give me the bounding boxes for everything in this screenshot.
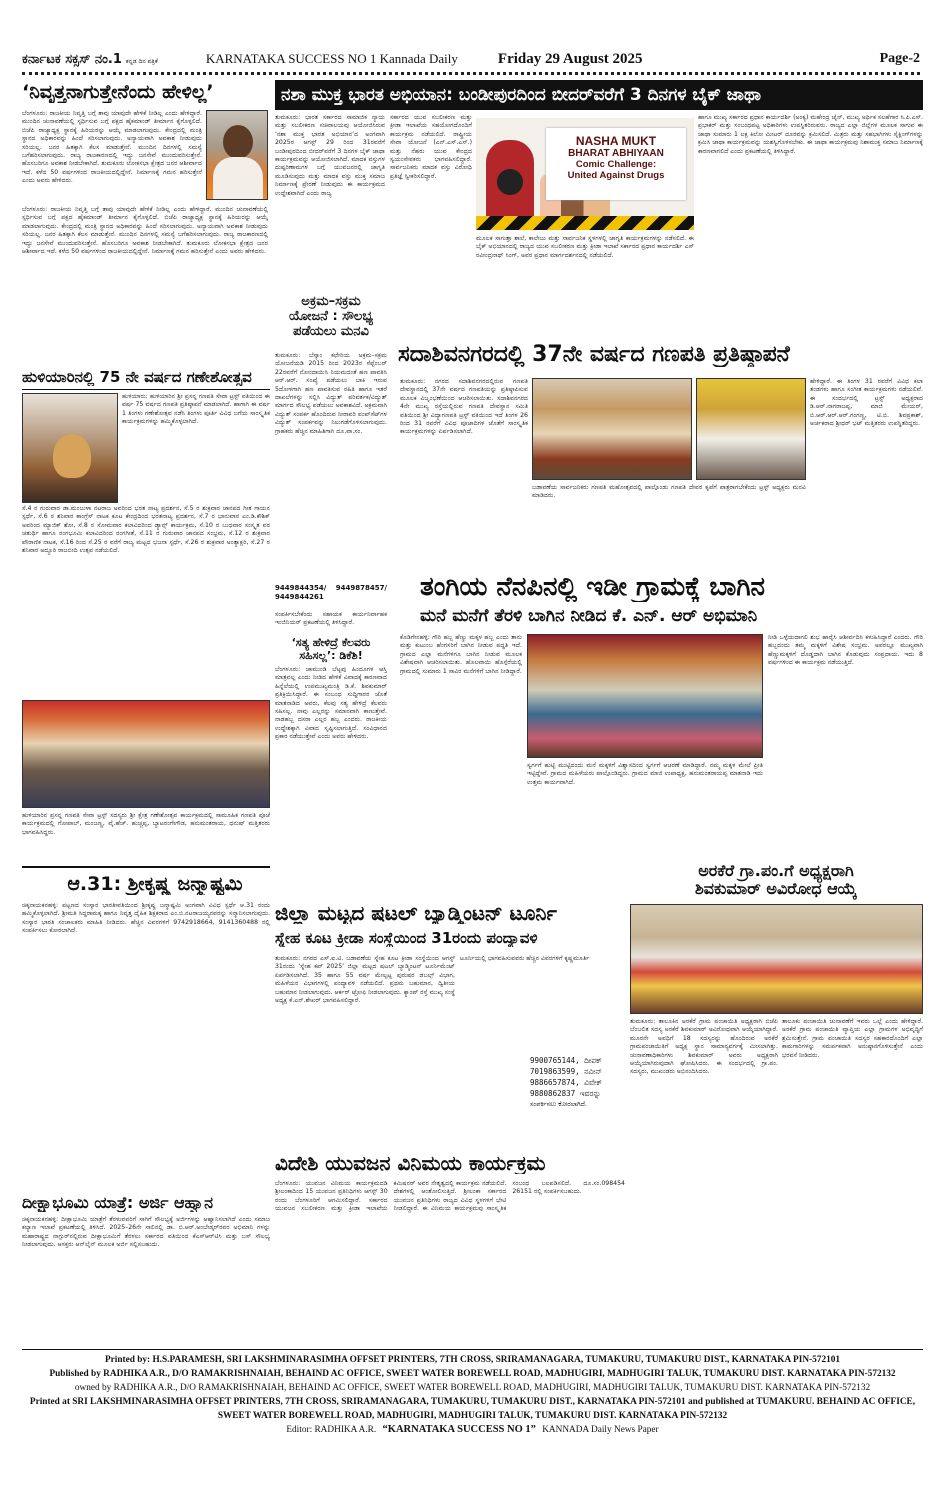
contact-line: 9900765144, ದೀಪಕ್ (530, 1056, 602, 1065)
printed-at: Printed at SRI LAKSHMINARASIMHA OFFSET PRINTERS, 7TH CROSS, SRIRAMANAGARA, TUMAKURU, TUMAKURU DIST., KARNATAKA PIN-572101 and published at TUMAKURU. BEHAIND AC OFFICE, SWEET WATER BOREWELL ROAD, MADHUGIRI, MADHUGIRI TALUK, TUMAKURU DIST. KARNATAKA PIN-572132 (29, 1397, 916, 1421)
photo-sadashivanagara-group (696, 378, 806, 480)
article-retirement-body: ಬೆಂಗಳೂರು: ರಾಜಕೀಯ ನಿವೃತ್ತಿ ಬಗ್ಗೆ ತಾವು ಯಾವುದೇ ಹೇಳಿಕೆ ನೀಡಿಲ್ಲ ಎಂದು ಹೇಳಿದ್ದಾರೆ. ಮುಂದಿನ ಚುನಾವಣೆಯಲ್ಲಿ ಸ್ಪರ್ಧಿಸುವ ಬಗ್ಗೆ ಪಕ್ಷದ ಹೈಕಮಾಂಡ್ ತೀರ್ಮಾನ ಕೈಗೊಳ್ಳಲಿದೆ. ಬಿಜೆಪಿ ರಾಜ್ಯಾಧ್ಯಕ್ಷ ಸ್ಥಾನಕ್ಕೆ ಹಿರಿಯರನ್ನು ಆಯ್ಕೆ ಮಾಡಲಾಗುವುದು. ಕೇಂದ್ರದಲ್ಲಿ ಮಂತ್ರಿ ಸ್ಥಾನದ ಅಧಿಕಾರವನ್ನು ಹಿಂದೆ ಸರಿಸಲಾಗುವುದು. ಅನ್ಯಾಯವಾಗಿ ಅವಕಾಶ ನೀಡುವುದು ಸರಿಯಲ್ಲ. ಜನರ ಹಿತಕ್ಕಾಗಿ ಕೆಲಸ ಮಾಡುತ್ತೇನೆ. ಮುಂದಿನ ದಿನಗಳಲ್ಲಿ ಸಮಸ್ಯೆ ಬಗೆಹರಿಸಲಾಗುವುದು. ರಾಜ್ಯ ರಾಜಕಾರಣದಲ್ಲಿ ಇದ್ದು ಜನಸೇವೆ ಮುಂದುವರಿಸುತ್ತೇನೆ. ಹೊಸಬರಿಗೂ ಅವಕಾಶ ನೀಡಬೇಕಾಗಿದೆ. ತುಮಕೂರು ಲೋಕಸಭಾ ಕ್ಷೇತ್ರದ ಜನರ ಆಶೀರ್ವಾದ ಇದೆ. ಕಳೆದ 50 ವರ್ಷಗಳಿಂದ ರಾಜಕೀಯದಲ್ಲಿದ್ದೇನೆ. ನಿರ್ಮಾಣಕ್ಕೆ ಗಮನ ಹರಿಸುತ್ತೇನೆ ಎಂದು ಅವರು ಹೇಳಿದರು. (22, 110, 202, 185)
poster-line: NASHA MUKT (575, 134, 657, 148)
contact-line: ಸಂಪರ್ಕಿಸಲು ಕೋರಲಾಗಿದೆ. (530, 1100, 587, 1108)
headline-nasha-mukt-banner: ನಶಾ ಮುಕ್ತ ಭಾರತ ಅಭಿಯಾನ: ಬಂಡೀಪುರದಿಂದ ಬೀದರ್‌ವರೆಗೆ 3 ದಿನಗಳ ಬೈಕ್ ಜಾಥಾ (275, 80, 923, 110)
article-badminton-body-right: ಟೂರ್ನಿಯಲ್ಲಿ ಭಾಗವಹಿಸುವವರು ಹೆಚ್ಚಿನ ವಿವರಗಳಿಗೆ ಕೃಷ್ಣಮೂರ್ತಿ (460, 955, 590, 962)
editor-label: Editor: RADHIKA A.R. (286, 1425, 377, 1435)
poster-line: Comic Challenge: (575, 159, 657, 170)
article-akrama-sakrama-phones: 9449844354/ 9449878457/ 9449844261 (275, 584, 387, 601)
headline-dkshi (275, 637, 387, 662)
headline-badminton-tourney: ಜಿಲ್ಲಾ ಮಟ್ಟದ ಷಟಲ್ ಬ್ಯಾಡ್ಮಿಂಟನ್ ಟೂರ್ನಿ (275, 902, 557, 924)
headline-line: ಅಕ್ರಮ–ಸಕ್ರಮ (301, 294, 361, 309)
headline-line: ಅರಕೆರೆ ಗ್ರಾ.ಪಂ.ಗೆ ಅಧ್ಯಕ್ಷರಾಗಿ (698, 861, 854, 880)
article-dkshi-body: ಬೆಂಗಳೂರು: ಚಾಮುಂಡಿ ಬೆಟ್ಟವು ಹಿಂದೂಗಳ ಆಸ್ತಿ ಮಾತ್ರವಲ್ಲ ಎಂದು ನೀಡಿದ ಹೇಳಿಕೆ ವಿವಾದಕ್ಕೆ ಕಾರಣವಾದ ಹಿನ್ನೆಲೆಯಲ್ಲಿ ಉಪಮುಖ್ಯಮಂತ್ರಿ ಡಿ.ಕೆ. ಶಿವಕುಮಾರ್ ಪ್ರತಿಕ್ರಿಯಿಸಿದ್ದಾರೆ. ಈ ಸಂಬಂಧ ಸುದ್ದಿಗಾರರ ಜೊತೆ ಮಾತನಾಡಿದ ಅವರು, ಕೆಲವು ಸತ್ಯ ಹೇಳಿದ್ರೆ ಕೆಲವರು ಸಹಿಸಲ್ಲ. ನಾವು ಎಲ್ಲರನ್ನು ಸಮಾನವಾಗಿ ಕಾಣುತ್ತೇವೆ. ನಾಡಹಬ್ಬ ದಸರಾ ಎಲ್ಲರ ಹಬ್ಬ ಎಂದರು. ರಾಜಕೀಯ ಉದ್ದೇಶಕ್ಕಾಗಿ ವಿವಾದ ಸೃಷ್ಟಿಸಲಾಗುತ್ತಿದೆ. ಸಂವಿಧಾನದ ಪ್ರಕಾರ ನಡೆಯುತ್ತೇವೆ ಎಂದು ಅವರು ಹೇಳಿದರು. (275, 666, 387, 741)
rule (22, 389, 270, 390)
contact-line: 9886657874, ವಿವೇಕ್ (530, 1078, 603, 1087)
issue-date: Friday 29 August 2025 (497, 50, 643, 67)
article-huliyar-body: ಸೆ.4 ರ ಗುರುವಾರ ಡಾ.ಮಂಜುಳಾ ನಟರಾಜ ಅವರಿಂದ ಭರತ ನಾಟ್ಯ ಪ್ರದರ್ಶನ, ಸೆ.5 ರ ಶುಕ್ರವಾರ ಜಾನಪದ ಗೀತ ಗಾಯನ ಸ್ಪರ್ಧೆ, ಸೆ.6 ರ ಶನಿವಾರ ಕಾಂಗ್ರೆಸ್ ನಾಟಕ ಕೂಟ ಕೇಂದ್ರದಿಂದ ಭರತನಾಟ್ಯ ಪ್ರದರ್ಶನ, ಸೆ.7 ರ ಭಾನುವಾರ ಎಂ.ಡಿ.ಕೌಶಿಕ್ ಅವರಿಂದ ಮ್ಯಾಜಿಕ್ ಶೋ, ಸೆ.8 ರ ಸೋಮವಾರ ಕಲಾವಿದರಿಂದ ಡ್ಯಾನ್ಸ್ ಕಾರ್ಯಕ್ರಮ, ಸೆ.10 ರ ಬುಧವಾರ ಸಂಸ್ಕೃತ ವರ ಚತುರ್ಥಿ ಹಾಗೂ ರಂಗಭೂಮಿ ಕಲಾವಿದರಿಂದ ರಂಗಗೀತೆ, ಸೆ.11 ರ ಗುರುವಾರ ಜಾನಪದ ಸಂಭ್ರಮ, ಸೆ.12 ರ ಶುಕ್ರವಾರ ಪೌರಾಣಿಕ ನಾಟಕ, ಸೆ.16 ರಿಂದ ಸೆ.25 ರ ವರೆಗೆ ರಾಜ್ಯ ಮಟ್ಟದ ಭಜನಾ ಸ್ಪರ್ಧೆ, ಸೆ.26 ರ ಶುಕ್ರವಾರ ಅಂತ್ಯಾಕ್ಷರಿ, ಸೆ.27 ರ ಶನಿವಾರ ಅದ್ದೂರಿ ರಾಜಬೀದಿ ಉತ್ಸವ ನಡೆಯಲಿದೆ. (22, 505, 270, 555)
page-number: Page-2 (879, 51, 920, 66)
headline-bagina: ತಂಗಿಯ ನೆನಪಿನಲ್ಲಿ ಇಡೀ ಗ್ರಾಮಕ್ಕೆ ಬಾಗಿನ (420, 573, 766, 602)
headline-krishna-janmashtami: ಆ.31: ಶ್ರೀಕೃಷ್ಣ ಜನ್ಮಾಷ್ಟಮಿ (67, 874, 243, 895)
hazard-tape (476, 216, 694, 230)
footer-divider (22, 1349, 923, 1350)
imprint-footer (20, 1353, 925, 1437)
headline-akrama-sakrama (275, 295, 387, 340)
editor-line (20, 1423, 925, 1437)
article-sadashivanagara-body-mid: ಬಡಾವಣೆಯ ಸಾರ್ವಜನಿಕರು ಗಣಪತಿ ಮಹೋತ್ಸವದಲ್ಲಿ ಪಾಲ್ಗೊಂಡು ಗಣಪತಿ ದೇವರ ಕೃಪೆಗೆ ಪಾತ್ರರಾಗಬೇಕೆಂದು ಟ್ರಸ್ಟ್ ಅಧ್ಯಕ್ಷರು ಮನವಿ ಮಾಡಿದರು. (532, 484, 806, 500)
rule (22, 866, 270, 868)
article-retirement-body-cont: ಬೆಂಗಳೂರು: ರಾಜಕೀಯ ನಿವೃತ್ತಿ ಬಗ್ಗೆ ತಾವು ಯಾವುದೇ ಹೇಳಿಕೆ ನೀಡಿಲ್ಲ ಎಂದು ಹೇಳಿದ್ದಾರೆ. ಮುಂದಿನ ಚುನಾವಣೆಯಲ್ಲಿ ಸ್ಪರ್ಧಿಸುವ ಬಗ್ಗೆ ಪಕ್ಷದ ಹೈಕಮಾಂಡ್ ತೀರ್ಮಾನ ಕೈಗೊಳ್ಳಲಿದೆ. ಬಿಜೆಪಿ ರಾಜ್ಯಾಧ್ಯಕ್ಷ ಸ್ಥಾನಕ್ಕೆ ಹಿರಿಯರನ್ನು ಆಯ್ಕೆ ಮಾಡಲಾಗುವುದು. ಕೇಂದ್ರದಲ್ಲಿ ಮಂತ್ರಿ ಸ್ಥಾನದ ಅಧಿಕಾರವನ್ನು ಹಿಂದೆ ಸರಿಸಲಾಗುವುದು. ಅನ್ಯಾಯವಾಗಿ ಅವಕಾಶ ನೀಡುವುದು ಸರಿಯಲ್ಲ. ಜನರ ಹಿತಕ್ಕಾಗಿ ಕೆಲಸ ಮಾಡುತ್ತೇನೆ. ಮುಂದಿನ ದಿನಗಳಲ್ಲಿ ಸಮಸ್ಯೆ ಬಗೆಹರಿಸಲಾಗುವುದು. ರಾಜ್ಯ ರಾಜಕಾರಣದಲ್ಲಿ ಇದ್ದು ಜನಸೇವೆ ಮುಂದುವರಿಸುತ್ತೇನೆ. ಹೊಸಬರಿಗೂ ಅವಕಾಶ ನೀಡಬೇಕಾಗಿದೆ. ತುಮಕೂರು ಲೋಕಸಭಾ ಕ್ಷೇತ್ರದ ಜನರ ಆಶೀರ್ವಾದ ಇದೆ. ಕಳೆದ 50 ವರ್ಷಗಳಿಂದ ರಾಜಕೀಯದಲ್ಲಿದ್ದೇನೆ. ನಿರ್ಮಾಣಕ್ಕೆ ಗಮನ ಹರಿಸುತ್ತೇನೆ ಎಂದು ಅವರು ಹೇಳಿದರು. (22, 206, 268, 256)
headline-huliyar-ganeshotsava: ಹುಳಿಯಾರಿನಲ್ಲಿ 75 ನೇ ವರ್ಷದ ಗಣೇಶೋತ್ಸವ (22, 369, 252, 386)
photo-caption-huliyar: ಹುಳಿಯಾರಿನ ಪ್ರಸನ್ನ ಗಣಪತಿ ಸೇವಾ ಟ್ರಸ್ಟ್ ಸದಸ್ಯರು ಶ್ರೀ ಕ್ಷೇತ್ರ ಗಣೇಶೋತ್ಸವ ಕಾರ್ಯಕ್ರಮದಲ್ಲಿ ಸಾಮೂಹಿಕ ಗಣಪತಿ ಪೂಜೆ ಕಾರ್ಯಕ್ರಮದಲ್ಲಿ ಗೋಪಾಲ್, ಮಂಜಣ್ಣ, ವೈ.ಹೆಚ್. ಹುಚ್ಚಪ್ಪ, ಬ್ಯಾಟರಂಗೇಗೌಡ, ಹನುಮಂತರಾಯ, ಧನುಷ್ ಮತ್ತಿತರರು ಭಾಗವಹಿಸಿದ್ದರು. (22, 812, 270, 836)
headline-sadashivanagara-ganapati: ಸದಾಶಿವನಗರದಲ್ಲಿ 37ನೇ ವರ್ಷದ ಗಣಪತಿ ಪ್ರತಿಷ್ಠಾಪನೆ (398, 343, 790, 367)
article-sadashivanagara-body-left: ತುಮಕೂರು: ನಗರದ ಸದಾಶಿವನಗರದಲ್ಲಿರುವ ಗಣಪತಿ ದೇವಸ್ಥಾನದಲ್ಲಿ 37ನೇ ವರ್ಷದ ಗಣಪತಿಯನ್ನು ಪ್ರತಿಷ್ಠಾಪಿಸುವ ಮೂಲಕ ವಿಜೃಂಭಣೆಯಿಂದ ಆಚರಿಸಲಾಯಿತು. ಸದಾಶಿವನಗರದ 4ನೇ ಮುಖ್ಯ ರಸ್ತೆಯಲ್ಲಿರುವ ಗಣಪತಿ ದೇವಸ್ಥಾನ ಸಮಿತಿ ವತಿಯಿಂದ ಶ್ರೀ ವಿದ್ಯಾಗಣಪತಿ ಟ್ರಸ್ಟ್ ವತಿಯಿಂದ ಇದೆ ತಿಂಗಳ 26 ರಿಂದ 31 ರವರೆಗೆ ವಿವಿಧ ಪೂಜಾದಿಗಳ ಜೊತೆಗೆ ಸಾಂಸ್ಕೃತಿಕ ಕಾರ್ಯಕ್ರಮಗಳನ್ನು ಏರ್ಪಡಿಸಲಾಗಿದೆ. (400, 378, 528, 436)
photo-arakere-felicitation (630, 904, 923, 1014)
contact-line: 9880862837 ಇವರನ್ನು (530, 1089, 601, 1098)
headline-line: ಪಡೆಯಲು ಮನವಿ (293, 323, 369, 339)
masthead (22, 48, 920, 70)
article-nasha-mukt-body-left: ತುಮಕೂರು: ಭಾರತ ಸರ್ಕಾರದ ಸಾಮಾಜಿಕ ನ್ಯಾಯ ಮತ್ತು ಸಬಲೀಕರಣ ಸಚಿವಾಲಯವು ಆಯೋಜಿಸಿರುವ ‘ನಶಾ ಮುಕ್ತ ಭಾರತ ಅಭಿಯಾನ’ದ ಅಂಗವಾಗಿ 2025ರ ಆಗಸ್ಟ್ 29 ರಿಂದ 31ರವರೆಗೆ ಬಂಡೀಪುರದಿಂದ ಬೀದರ್‌ವರೆಗೆ 3 ದಿನಗಳ ಬೈಕ್ ಜಾಥಾ ಕಾರ್ಯಕ್ರಮವನ್ನು ಆಯೋಜಿಸಲಾಗಿದೆ. ಮಾದಕ ವಸ್ತುಗಳ ದುಷ್ಪರಿಣಾಮಗಳ ಬಗ್ಗೆ ಯುವಜನರಲ್ಲಿ ಜಾಗೃತಿ ಮೂಡಿಸುವುದು ಮತ್ತು ಮಾದಕ ವಸ್ತು ಮುಕ್ತ ಸಮಾಜ ನಿರ್ಮಾಣಕ್ಕೆ ಪ್ರೇರಣೆ ನೀಡುವುದು ಈ ಕಾರ್ಯಕ್ರಮದ ಉದ್ದೇಶವಾಗಿದೆ ಎಂದು ರಾಜ್ಯ (275, 114, 385, 197)
photo-politician (206, 110, 268, 200)
paper-quote: “KARNATAKA SUCCESS NO 1” (382, 1424, 536, 1435)
article-sadashivanagara-body-right: ಹೇಳಿದ್ದಾರೆ. ಈ ತಿಂಗಳ 31 ರವರೆಗೆ ವಿವಿಧ ಕಲಾ ತಂಡಗಳು ಹಾಗೂ ಸಂಗೀತ ಕಾರ್ಯಕ್ರಮಗಳು ನಡೆಯಲಿವೆ. ಈ ಸಂದರ್ಭದಲ್ಲಿ ಟ್ರಸ್ಟ್ ಅಧ್ಯಕ್ಷರಾದ ಡಿ.ಆರ್.ನಾಗರಾಜಪ್ಪ, ಮಾಜಿ ಮೇಯರ್, ಬಿ.ಆರ್.ಆರ್.ಆರ್.ಗಂಗಣ್ಣ, ಟಿ.ಬಿ. ಶಿವಪ್ರಕಾಶ್, ಅರ್ಚಕರಾದ ಶ್ರೀಧರ್ ಭಟ್ ಮತ್ತಿತರರು ಉಪಸ್ಥಿತರಿದ್ದರು. (810, 378, 923, 428)
article-badminton-body: ತುಮಕೂರು: ನಗರದ ಎಸ್.ಐ.ಟಿ. ಬಡಾವಣೆಯ ಸ್ನೇಹ ಕೂಟ ಕ್ರೀಡಾ ಸಂಸ್ಥೆಯಿಂದ ಆಗಸ್ಟ್ 31ರಂದು ‘ಸ್ನೇಹ ಕಪ್ 2025’ ಜಿಲ್ಲಾ ಮಟ್ಟದ ಷಟಲ್ ಬ್ಯಾಡ್ಮಿಂಟನ್ ಟೂರ್ನಿಮೆಂಟ್ ಏರ್ಪಡಿಸಲಾಗಿದೆ. 35 ಹಾಗೂ 55 ವರ್ಷ ಮೇಲ್ಪಟ್ಟ ಪುರುಷರ ಡಬಲ್ಸ್ ವಿಭಾಗ, ಮಹಿಳೆಯರ ವಿಭಾಗಗಳಲ್ಲಿ ಪಂದ್ಯಾವಳಿ ನಡೆಯಲಿದೆ. ಪ್ರಥಮ ಬಹುಮಾನ, ದ್ವಿತೀಯ ಬಹುಮಾನ ನೀಡಲಾಗುವುದು. ಆರ್ಕರ್ ಟ್ರೋಫಿ ನೀಡಲಾಗುವುದು. ಕ್ಯಾಂಪ್ ರಸ್ತೆ ಮುಖ್ಯ ಸಂಸ್ಥೆ ಅಧ್ಯಕ್ಷ ಕೆ.ಎನ್.ಶೇಖರ್ ಭಾಗವಹಿಸಲಿದ್ದಾರೆ. (275, 955, 455, 1005)
subheadline-badminton-tourney: ಸ್ನೇಹ ಕೂಟ ಕ್ರೀಡಾ ಸಂಸ್ಥೆಯಿಂದ 31ರಂದು ಪಂದ್ಯಾವಳಿ (275, 930, 538, 947)
article-nasha-mukt-body-right: ಹಾಗೂ ಮುಖ್ಯ ಸರ್ಕಾರದ ಪ್ರಧಾನ ಕಾರ್ಯದರ್ಶಿ (ಅಂಕ್ಯ) ಮಹೇಂದ್ರ ಜೈನ್, ಮುಖ್ಯ ಅರ್ಥಿಕ ಸಲಹೆಗಾರ ಸಿ.ಪಿ.ಎಸ್. ಪ್ರಭಾಕರ್ ಮತ್ತು ಸಂಬಂಧಪಟ್ಟ ಅಧಿಕಾರಿಗಳು ಉಪಸ್ಥಿತರಿರುವರು. ರಾಜ್ಯದ ಎಲ್ಲಾ ಜಿಲ್ಲೆಗಳ ಮೂಲಕ ಸಾಗುವ ಈ ಜಾಥಾ ಸುಮಾರು 1 ಲಕ್ಷ ಕಿಲೋ ಮೀಟರ್ ದೂರವನ್ನು ಕ್ರಮಿಸಲಿದೆ. ಮಿತ್ರರು ಮತ್ತು ಸಹಭಾಗಿಗಳು ಸೈಕ್ಲಿಂಗ್‌ಗಳನ್ನು ಕ್ರಮಿಸಿ ಜಾಥಾ ಕಾರ್ಯಕ್ರಮವನ್ನು ಯಶಸ್ವಿಗೊಳಿಸಬೇಕು. ಈ ಜಾಥಾ ಕಾರ್ಯಕ್ರಮವು ನಿಶಾಮುಕ್ತ ಸಮಾಜ ನಿರ್ಮಾಣಕ್ಕೆ ಕಾರಣವಾಗಲಿದೆ ಎಂದು ಪ್ರಕಟಣೆಯಲ್ಲಿ ತಿಳಿಸಿದ್ದಾರೆ. (698, 114, 923, 155)
headline-arakere-panchayat (628, 862, 924, 899)
headline-youth-exchange: ವಿದೇಶಿ ಯುವಜನ ವಿನಿಮಯ ಕಾರ್ಯಕ್ರಮ (275, 1152, 546, 1174)
photo-sadashivanagara-puja (532, 378, 692, 480)
no-drugs-icon (494, 166, 526, 198)
headline-deekshabhoomi: ದೀಕ್ಷಾಭೂಮಿ ಯಾತ್ರೆ: ಅರ್ಜಿ ಆಹ್ವಾನ (22, 1194, 214, 1212)
printed-by: Printed by: H.S.PARAMESH, SRI LAKSHMINARASIMHA OFFSET PRINTERS, 7TH CROSS, SRIRAMANAGARA, TUMAKURU, TUMAKURU DIST., KARNATAKA PIN-572101 (104, 1355, 841, 1365)
article-nasha-mukt-body-below-image: ಮೂಲಕ ಸಾಗುತ್ತಾ ಶಾಲೆ, ಕಾಲೇಜು ಮತ್ತು ಸಾರ್ವಜನಿಕ ಸ್ಥಳಗಳಲ್ಲಿ ಜಾಗೃತಿ ಕಾರ್ಯಕ್ರಮಗಳನ್ನು ನಡೆಸಲಿದೆ. ಈ ಬೈಕ್ ಅಭಿಯಾನದಲ್ಲಿ ರಾಜ್ಯದ ಯುವ ಸಬಲೀಕರಣ ಮತ್ತು ಕ್ರೀಡಾ ಇಲಾಖೆ ಸರ್ಕಾರದ ಪ್ರಧಾನ ಕಾರ್ಯದರ್ಶಿ ಎಸ್ ರವೀಂದ್ರನಾಥ್ ಸಿಂಗ್, ಅವರ ಪ್ರಧಾನ ಮಾರ್ಗದರ್ಶನದಲ್ಲಿ ನಡೆಯಲಿದೆ. (476, 235, 694, 259)
article-nasha-mukt-body-mid: ಸರ್ಕಾರದ ಯುವ ಸಬಲೀಕರಣ ಮತ್ತು ಕ್ರೀಡಾ ಇಲಾಖೆಯ ಸಹಯೋಗದೊಂದಿಗೆ ಕಾರ್ಯಕ್ರಮ ನಡೆಯಲಿದೆ. ರಾಷ್ಟ್ರೀಯ ಸೇವಾ ಯೋಜನೆ (ಎನ್.ಎಸ್.ಎಸ್.) ಮತ್ತು ನೆಹರು ಯುವ ಕೇಂದ್ರದ ಸ್ವಯಂಸೇವಕರು ಭಾಗವಹಿಸಲಿದ್ದಾರೆ. ಸಾರ್ವಜನಿಕರು ಮಾದಕ ವಸ್ತು ವಿರೋಧಿ ಪ್ರತಿಜ್ಞೆ ಸ್ವೀಕರಿಸಲಿದ್ದಾರೆ. (390, 114, 472, 180)
badminton-contacts (530, 1055, 625, 1110)
published-by: Published by RADHIKA A.R., D/O RAMAKRISHNAIAH, BEHAIND AC OFFICE, SWEET WATER BOREWELL ROAD, MADHUGIRI, MADHUGIRI TALUK, TUMAKURU DIST. KARNATAKA PIN-572132 (49, 1369, 896, 1379)
article-arakere-body-right: ತಾಲೂಕು ಪಂಚಾಯಿತಿ ಚುನಾವಣೆಗೆ ಇವರು ಒಲ್ಲೆ ಎಂದು ಹೇಳಿದ್ದಾರೆ. ಅರಕೆರೆ ಗ್ರಾಮ ಪಂಚಾಯಿತಿ ವ್ಯಾಪ್ತಿಯ ಎಲ್ಲಾ ಗ್ರಾಮಗಳ ಅಭಿವೃದ್ಧಿಗೆ ಶ್ರಮಿಸುತ್ತೇನೆ. ಗ್ರಾಮ ಪಂಚಾಯಿತಿ ಸದಸ್ಯರ ಸಹಕಾರದೊಂದಿಗೆ ಎಲ್ಲಾ ಕಾಮಗಾರಿಗಳನ್ನು ಸಮರ್ಪಕವಾಗಿ ಅನುಷ್ಠಾನಗೊಳಿಸುತ್ತೇನೆ ಎಂದು ಭರವಸೆ ನೀಡಿದರು. (782, 1018, 923, 1059)
paper-name-english: KARNATAKA SUCCESS NO 1 Kannada Daily (205, 51, 458, 66)
masthead-divider (22, 72, 920, 75)
poster-line: United Against Drugs (567, 170, 665, 181)
image-nasha-mukt-poster (476, 118, 694, 230)
article-janmashtami-body: ಚಿಕ್ಕನಾಯಕನಹಳ್ಳಿ: ಪಟ್ಟಣದ ಸಂಸ್ಕಾರ ಭಾರತೀವತಿಯಿಂದ ಶ್ರೀಕೃಷ್ಣ ಜನ್ಮಾಷ್ಟಮಿ ಅಂಗವಾಗಿ ವಿವಿಧ ಸ್ಪರ್ಧೆ ಆ.31 ರಂದು ಹಮ್ಮಿಕೊಳ್ಳಲಾಗಿದೆ. ಶ್ರೀಮತಿ ಸಿದ್ಧರಾಮಕ್ಕ ಹಾಗೂ ನಿವೃತ್ತ ದೈಹಿಕ ಶಿಕ್ಷಕರಾದ ಎಂ.ಬಿ.ನಟರಾಜಯ್ಯನವರನ್ನು ಸನ್ಮಾನಿಸಲಾಗುವುದು. ಸಂಸ್ಕಾರ ಭಾರತಿ ಸಂಚಾಲಕರು ಮಾಹಿತಿ ನೀಡಿದರು. ಹೆಚ್ಚಿನ ವಿವರಗಳಿಗೆ 9742918664, 9141360488 ರಲ್ಲಿ ಸಂಪರ್ಕಿಸಲು ಕೋರಲಾಗಿದೆ. (22, 902, 270, 935)
article-deekshabhoomi-body: ಚಿಕ್ಕನಾಯಕನಹಳ್ಳಿ: ದೀಕ್ಷಾಭೂಮಿ ಯಾತ್ರೆಗೆ ತೆರಳುವವರಿಗೆ ಸಾಗಿಗೆ ಸೌಲಭ್ಯಕ್ಕೆ ಅರ್ಜಿಗಳನ್ನು ಆಹ್ವಾನಿಸಲಾಗಿದೆ ಎಂದು ಸಮಾಜ ಕಲ್ಯಾಣ ಇಲಾಖೆ ಪ್ರಕಟಣೆಯಲ್ಲಿ ತಿಳಿಸಿದೆ. 2025–26ನೇ ಸಾಲಿನಲ್ಲಿ ಡಾ. ಬಿ.ಆರ್.ಅಂಬೇಡ್ಕರ್‌ರವರ ಅಭಿಮಾನಿ ಗಳನ್ನು ಮಹಾರಾಷ್ಟ್ರದ ನಾಗ್ಪುರ್‌ನಲ್ಲಿರುವ ದೀಕ್ಷಾಭೂಮಿಗೆ ತೆರಳಲು ಸರ್ಕಾರದ ವತಿಯಿಂದ ಕೆಎಸ್‌ಆರ್‌ಟಿಸಿ ಮತ್ತು ಬಸ್ ಸೌಲಭ್ಯ ನೀಡಲಾಗುವುದು. ಆಸಕ್ತರು ಆನ್‌ಲೈನ್ ಮೂಲಕ ಅರ್ಜಿ ಸಲ್ಲಿಸಬಹುದು. (22, 1216, 270, 1249)
article-huliyar-body-top: ಹುಳಿಯಾರು: ಹುಳಿಯಾರಿನ ಶ್ರೀ ಪ್ರಸನ್ನ ಗಣಪತಿ ಸೇವಾ ಟ್ರಸ್ಟ್ ವತಿಯಿಂದ ಈ ವರ್ಷ 75 ವರ್ಷದ ಗಣಪತಿ ಪ್ರತಿಷ್ಠಾಪನೆ ಮಾಡಲಾಗಿದೆ. ಹಾಗಾಗಿ ಈ ವರ್ಷ 1 ತಿಂಗಳು ಗಣೇಶೋತ್ಸವ ನಡೆಸಿ ತಿಂಗಳು ಪೂರ್ತಿ ವಿವಿಧ ಬಗೆಯ ಸಾಂಸ್ಕೃತಿಕ ಕಾರ್ಯಕ್ರಮಗಳನ್ನು ಹಮ್ಮಿಕೊಳ್ಳಲಾಗಿದೆ. (122, 393, 270, 426)
paper-name-kannada: ಕರ್ನಾಟಕ ಸಕ್ಸಸ್ ನಂ.1 ಕನ್ನಡ ದಿನ ಪತ್ರಿಕೆ (22, 51, 158, 67)
subheadline-bagina: ಮನೆ ಮನೆಗೆ ತೆರಳಿ ಬಾಗಿನ ನೀಡಿದ ಕೆ. ಎನ್. ಆರ್ ಅಭಿಮಾನಿ (420, 607, 758, 626)
article-bagina-body-right: ನೀಡಿ ಒಳ್ಳೆಯದಾಗಲಿ ಶುಭ ಹಾರೈಸಿ ಆಶೀರ್ವದಿಸಿ ಕಳುಹಿಸಿದ್ದಾರೆ ಎಂದರು. ಗೌರಿ ಹಬ್ಬದಂದು ತಮ್ಮ ಮಕ್ಕಳಿಗೆ ವಿಶೇಷ ಸಂಭ್ರಮ. ಅವರಲ್ಲೂ ಮುಖ್ಯವಾಗಿ ಹೆಣ್ಣುಮಕ್ಕಳಿಗೆ ದೊಡ್ಡದಾಗಿ ಬಾಗಿನ ಕೊಡುವುದು ಸಂಪ್ರದಾಯ. ಇದು 8 ವರ್ಷಗಳಿಂದ ಈ ಕಾರ್ಯಕ್ರಮ ನಡೆಯುತ್ತಿದೆ. (768, 634, 923, 667)
poster-line: BHARAT ABHIYAAN (568, 148, 664, 159)
article-youth-exchange-body: ಬೆಂಗಳೂರು: ಯುವಜನ ವಿನಿಮಯ ಕಾರ್ಯಕ್ರಮದಡಿ ಶ್ರೀಲಂಕಾದಿಂದ 15 ಯುವಜನ ಪ್ರತಿನಿಧಿಗಳು ಆಗಸ್ಟ್ 30 ರಂದು ಬೆಂಗಳೂರಿಗೆ ಆಗಮಿಸಲಿದ್ದಾರೆ. ಸರ್ಕಾರದ ಯುವಜನ ಸಬಲೀಕರಣ ಮತ್ತು ಕ್ರೀಡಾ ಇಲಾಖೆಯ ಕಮಿಷನರ್ ಅವರ ನೇತೃತ್ವದಲ್ಲಿ ಕಾರ್ಯಕ್ರಮ ನಡೆಯಲಿದೆ. ದೇಶಗಳಲ್ಲಿ ಆಂತೋಲಿಸುತ್ತಿದೆ. ಶ್ರೀಲಂಕಾ ಸರ್ಕಾರದ ಯುವಜನ ಪ್ರತಿನಿಧಿಗಳು ರಾಜ್ಯದ ವಿವಿಧ ಸ್ಥಳಗಳಿಗೆ ಭೇಟಿ ನೀಡಲಿದ್ದಾರೆ. ಈ ವಿನಿಮಯ ಕಾರ್ಯಕ್ರಮವು ಸಾಂಸ್ಕೃತಿಕ ಸಂಬಂಧ ಬಲಪಡಿಸಲಿದೆ. ದೂ.ಸಂ.098454 26151 ರಲ್ಲಿ ಸಂಪರ್ಕಿಸಬಹುದು. (275, 1180, 625, 1213)
article-arakere-body: ತುಮಕೂರು: ತಾಲೂಕಿನ ಅರಕೆರೆ ಗ್ರಾಮ ಪಂಚಾಯಿತಿ ಅಧ್ಯಕ್ಷರಾಗಿ ಬಿಜೆಪಿ ಬೆಂಬಲಿತ ಸದಸ್ಯ ಅರಕೆರೆ ಶಿವಕುಮಾರ್ ಅವಿರೋಧವಾಗಿ ಆಯ್ಕೆಯಾಗಿದ್ದಾರೆ. ಮೂರನೇ ಅವಧಿಗೆ 18 ಸದಸ್ಯರನ್ನು ಹೊಂದಿರುವ ಅರಕೆರೆ ಗ್ರಾಮಪಂಚಾಯಿತಿಗೆ ಅಧ್ಯಕ್ಷ ಸ್ಥಾನ ಸಾಮಾನ್ಯವರ್ಗಕ್ಕೆ ಮೀಸಲಾಗಿತ್ತು. ಚುನಾವಣಾಧಿಕಾರಿಗಳು ಶಿವಕುಮಾರ್ ಅವರು ಅಧ್ಯಕ್ಷರಾಗಿ ಆಯ್ಕೆಯಾಗಿರುವುದಾಗಿ ಘೋಷಿಸಿದರು. ಈ ಸಂದರ್ಭದಲ್ಲಿ ಗ್ರಾ.ಪಂ. ಸದಸ್ಯರು, ಮುಖಂಡರು ಅಭಿನಂದಿಸಿದರು. (630, 1018, 778, 1076)
article-bagina-body-mid: ಸ್ವರ್ಗಗೆ ಹುಟ್ಟಿ ಮುಟ್ಟಿದಂದು ಮನೆ ಮಕ್ಕಳಿಗೆ ವಿಶ್ವಾಸದಿಂದ ಸ್ವರ್ಗಗೆ ಆಚರಣೆ ಮಾಡಿದ್ದಾರೆ. ನಮ್ಮ ಮಕ್ಕಳ ಮೇಲೆ ಪ್ರೀತಿ ಇಟ್ಟಿದ್ದೇವೆ. ಗ್ರಾಮದ ಮಹಿಳೆಯರು ಪಾಲ್ಗೊಂಡಿದ್ದರು. ಗ್ರಾಮದ ಮಾಜಿ ಉಪಾಧ್ಯಕ್ಷ, ಹನುಮಂತರಾಯಪ್ಪ ಮಾತನಾಡಿ ಇದು ಉತ್ತಮ ಕಾರ್ಯವಾಗಿದೆ. (527, 762, 763, 786)
photo-huliyar-gathering (22, 700, 270, 808)
headline-line: ಯೋಜನೆ : ಸೌಲಭ್ಯ (288, 308, 374, 324)
owned-by: owned by RADHIKA A.R., D/O RAMAKRISHNAIAH, BEHAIND AC OFFICE, SWEET WATER BOREWELL ROAD, MADHUGIRI, MADHUGIRI TALUK, TUMAKURU DIST. KARNATAKA PIN-572132 (74, 1383, 871, 1393)
headline-retirement: ‘ನಿವೃತ್ತನಾಗುತ್ತೇನೆಂದು ಹೇಳಿಲ್ಲ’ (22, 82, 214, 103)
article-akrama-sakrama-body: ತುಮಕೂರು: ಬೆಸ್ಕಾಂ ಕಛೇರಿಯ ಅಕ್ರಮ–ಸಕ್ರಮ ಯೋಜನೆಯಡಿ 2015 ರಿಂದ 2023ರ ಸೆಪ್ಟೆಂಬರ್ 22ರವರೆಗೆ ನೋಂದಾಯಿಸಿ ನಿಯಮದಂತೆ ಹಣ ಪಾವತಿಸಿ ಆರ್.ಆರ್. ಸಂಖ್ಯೆ ಪಡೆಯಲು ಬಾಕಿ ಇರುವ 5ದೋಳಗಾಗಿ ಹಣ ಪಾವತಿಸುವ ರಹಿತಿ ಹಾಗೂ ಇತರೆ ದಾಖಲೆಗಳನ್ನು ಸಲ್ಲಿಸಿ ವಿದ್ಯುತ್ ಪರಿವರ್ತಕ/ವಿದ್ಯುತ್ ಮಾರ್ಗದ ಸೌಲಭ್ಯ ಪಡೆಯಲು ಅವಕಾಶವಿದೆ. ಅಕ್ರಮವಾಗಿ ವಿದ್ಯುತ್ ಸಂಪರ್ಕ ಹೊಂದಿರುವ ನೀರಾವರಿ ಪಂಪ್‌ಸೆಟ್‌ಗಳ ವಿದ್ಯುತ್ ಸಂಪರ್ಕವನ್ನು ನಿಲುಗಡೆಗೊಳಿಸಲಾಗುವುದು. ಗ್ರಾಹಕರು ಹೆಚ್ಚಿನ ಮಾಹಿತಿಗಾಗಿ ದೂ.ವಾ.ಸಂ. (275, 352, 387, 435)
headline-line: ಸಹಿಸಲ್ಲ’: ಡಿಕೆಶಿ! (299, 648, 363, 662)
photo-bagina-women (527, 634, 763, 758)
headline-line: ಶಿವಕುಮಾರ್ ಅವಿರೋಧ ಆಯ್ಕೆ (695, 879, 857, 899)
paper-kind: KANNADA Daily News Paper (542, 1425, 659, 1435)
article-bagina-body-left: ಕೊಡಿಗೇನಹಳ್ಳಿ: ಗೌರಿ ಹಬ್ಬ ಹೆಣ್ಣು ಮಕ್ಕಳ ಹಬ್ಬ ಎಂದು ತಾನು ಮತ್ತು ಕುಟುಂಬ ಹೆಂಗಸರಿಗೆ ಬಾಗಿನ ನೀಡುವ ಪದ್ಧತಿ ಇದೆ. ಗ್ರಾಮದ ಎಲ್ಲಾ ಮನೆಗಳಿಗೂ ಬಾಗಿನ ನೀಡುವ ಮೂಲಕ ವಿಶೇಷವಾಗಿ ಆಚರಿಸಲಾಯಿತು. ಹೊಲವಾಯಿ ಹೊಸ್ಗೆರೆಯಲ್ಲಿ ಗ್ರಾಮದಲ್ಲಿ ಸುಮಾರು 1 ಸಾವಿರ ಮನೆಗಳಿಗೆ ಬಾಗಿನ ನೀಡಿದ್ದಾರೆ. (400, 634, 522, 675)
article-akrama-sakrama-body-end: ಸಂಪರ್ಕಿಸಬೇಕೆಂದು ಸಹಾಯಕ ಕಾರ್ಯನಿರ್ವಾಹಕ ಇಂಜಿನಿಯರ್ ಪ್ರಕಟಣೆಯಲ್ಲಿ ತಿಳಿಸಿದ್ದಾರೆ. (275, 611, 387, 627)
contact-line: 7019863599, ನವೀನ್ (530, 1067, 602, 1076)
headline-line: ‘ಸತ್ಯ ಹೇಳಿದ್ರೆ ಕೆಲವರು (291, 636, 371, 649)
photo-ganesha-idol (22, 393, 118, 503)
